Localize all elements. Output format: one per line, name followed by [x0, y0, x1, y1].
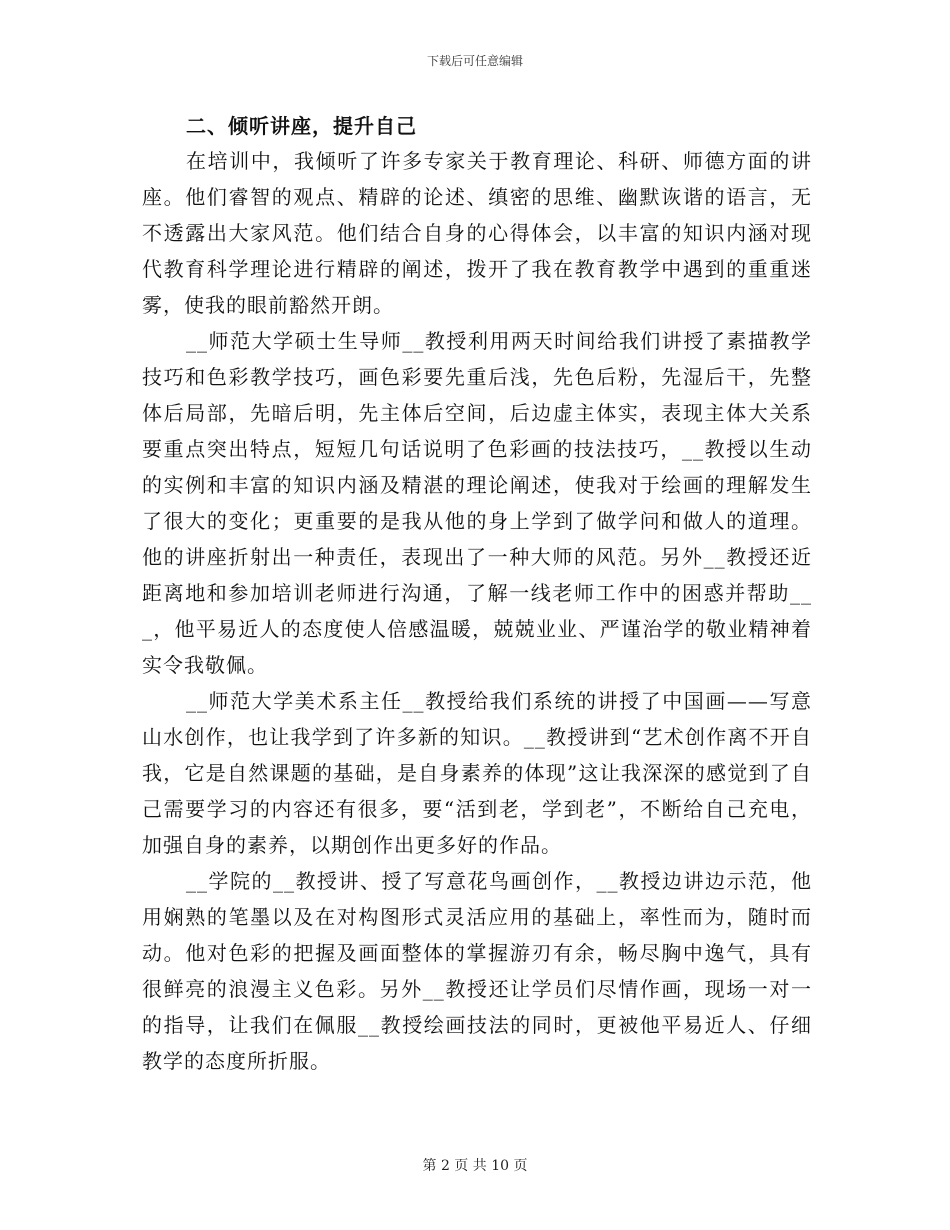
paragraph-flower-bird-lecture: __学院的__教授讲、授了写意花鸟画创作，__教授边讲边示范，他用娴熟的笔墨以及在对构图形式灵活应用的基础上，率性而为，随时而动。他对色彩的把握及画面整体的掌握游刃有余，畅尽胸中逸气，具有很鲜亮的浪漫主义色彩。另外__教授还让学员们尽情作画，现场一对一的指导，让我们在佩服__教授绘画技法的同时，更被他平易近人、仔细教学的态度所折服。 [142, 869, 812, 1073]
paragraph-sketch-lecture: __师范大学硕士生导师__教授利用两天时间给我们讲授了素描教学技巧和色彩教学技巧，画色彩要先重后浅，先色后粉，先湿后干，先整体后局部，先暗后明，先主体后空间，后边虚主体实，表现主体大关系要重点突出特点，短短几句话说明了色彩画的技法技巧，__教授以生动的实例和丰富的知识内涵及精湛的理论阐述，使我对于绘画的理解发生了很大的变化；更重要的是我从他的身上学到了做学问和做人的道理。他的讲座折射出一种责任，表现出了一种大师的风范。另外__教授还近距离地和参加培训老师进行沟通，了解一线老师工作中的困惑并帮助___，他平易近人的态度使人倍感温暖，兢兢业业、严谨治学的敬业精神着实令我敬佩。 [142, 329, 812, 677]
page-number: 第 2 页 共 10 页 [422, 1158, 528, 1174]
paragraph-intro: 在培训中，我倾听了许多专家关于教育理论、科研、师德方面的讲座。他们睿智的观点、精辟的论述、缜密的思维、幽默诙谐的语言，无不透露出大家风范。他们结合自身的心得体会，以丰富的知识内涵对现代教育科学理论进行精辟的阐述，拨开了我在教育教学中遇到的重重迷雾，使我的眼前豁然开朗。 [142, 149, 812, 317]
document-body [142, 109, 812, 1079]
page-header: 下载后可任意编辑 [426, 54, 523, 68]
section-heading: 二、倾听讲座，提升自己 [186, 114, 417, 138]
paragraph-landscape-lecture: __师范大学美术系主任__教授给我们系统的讲授了中国画——写意山水创作，也让我学到了许多新的知识。__教授讲到“艺术创作离不开自我，它是自然课题的基础，是自身素养的体现”这让我深深的感觉到了自己需要学习的内容还有很多，要“活到老，学到老”，不断给自己充电，加强自身的素养，以期创作出更多好的作品。 [142, 689, 812, 857]
